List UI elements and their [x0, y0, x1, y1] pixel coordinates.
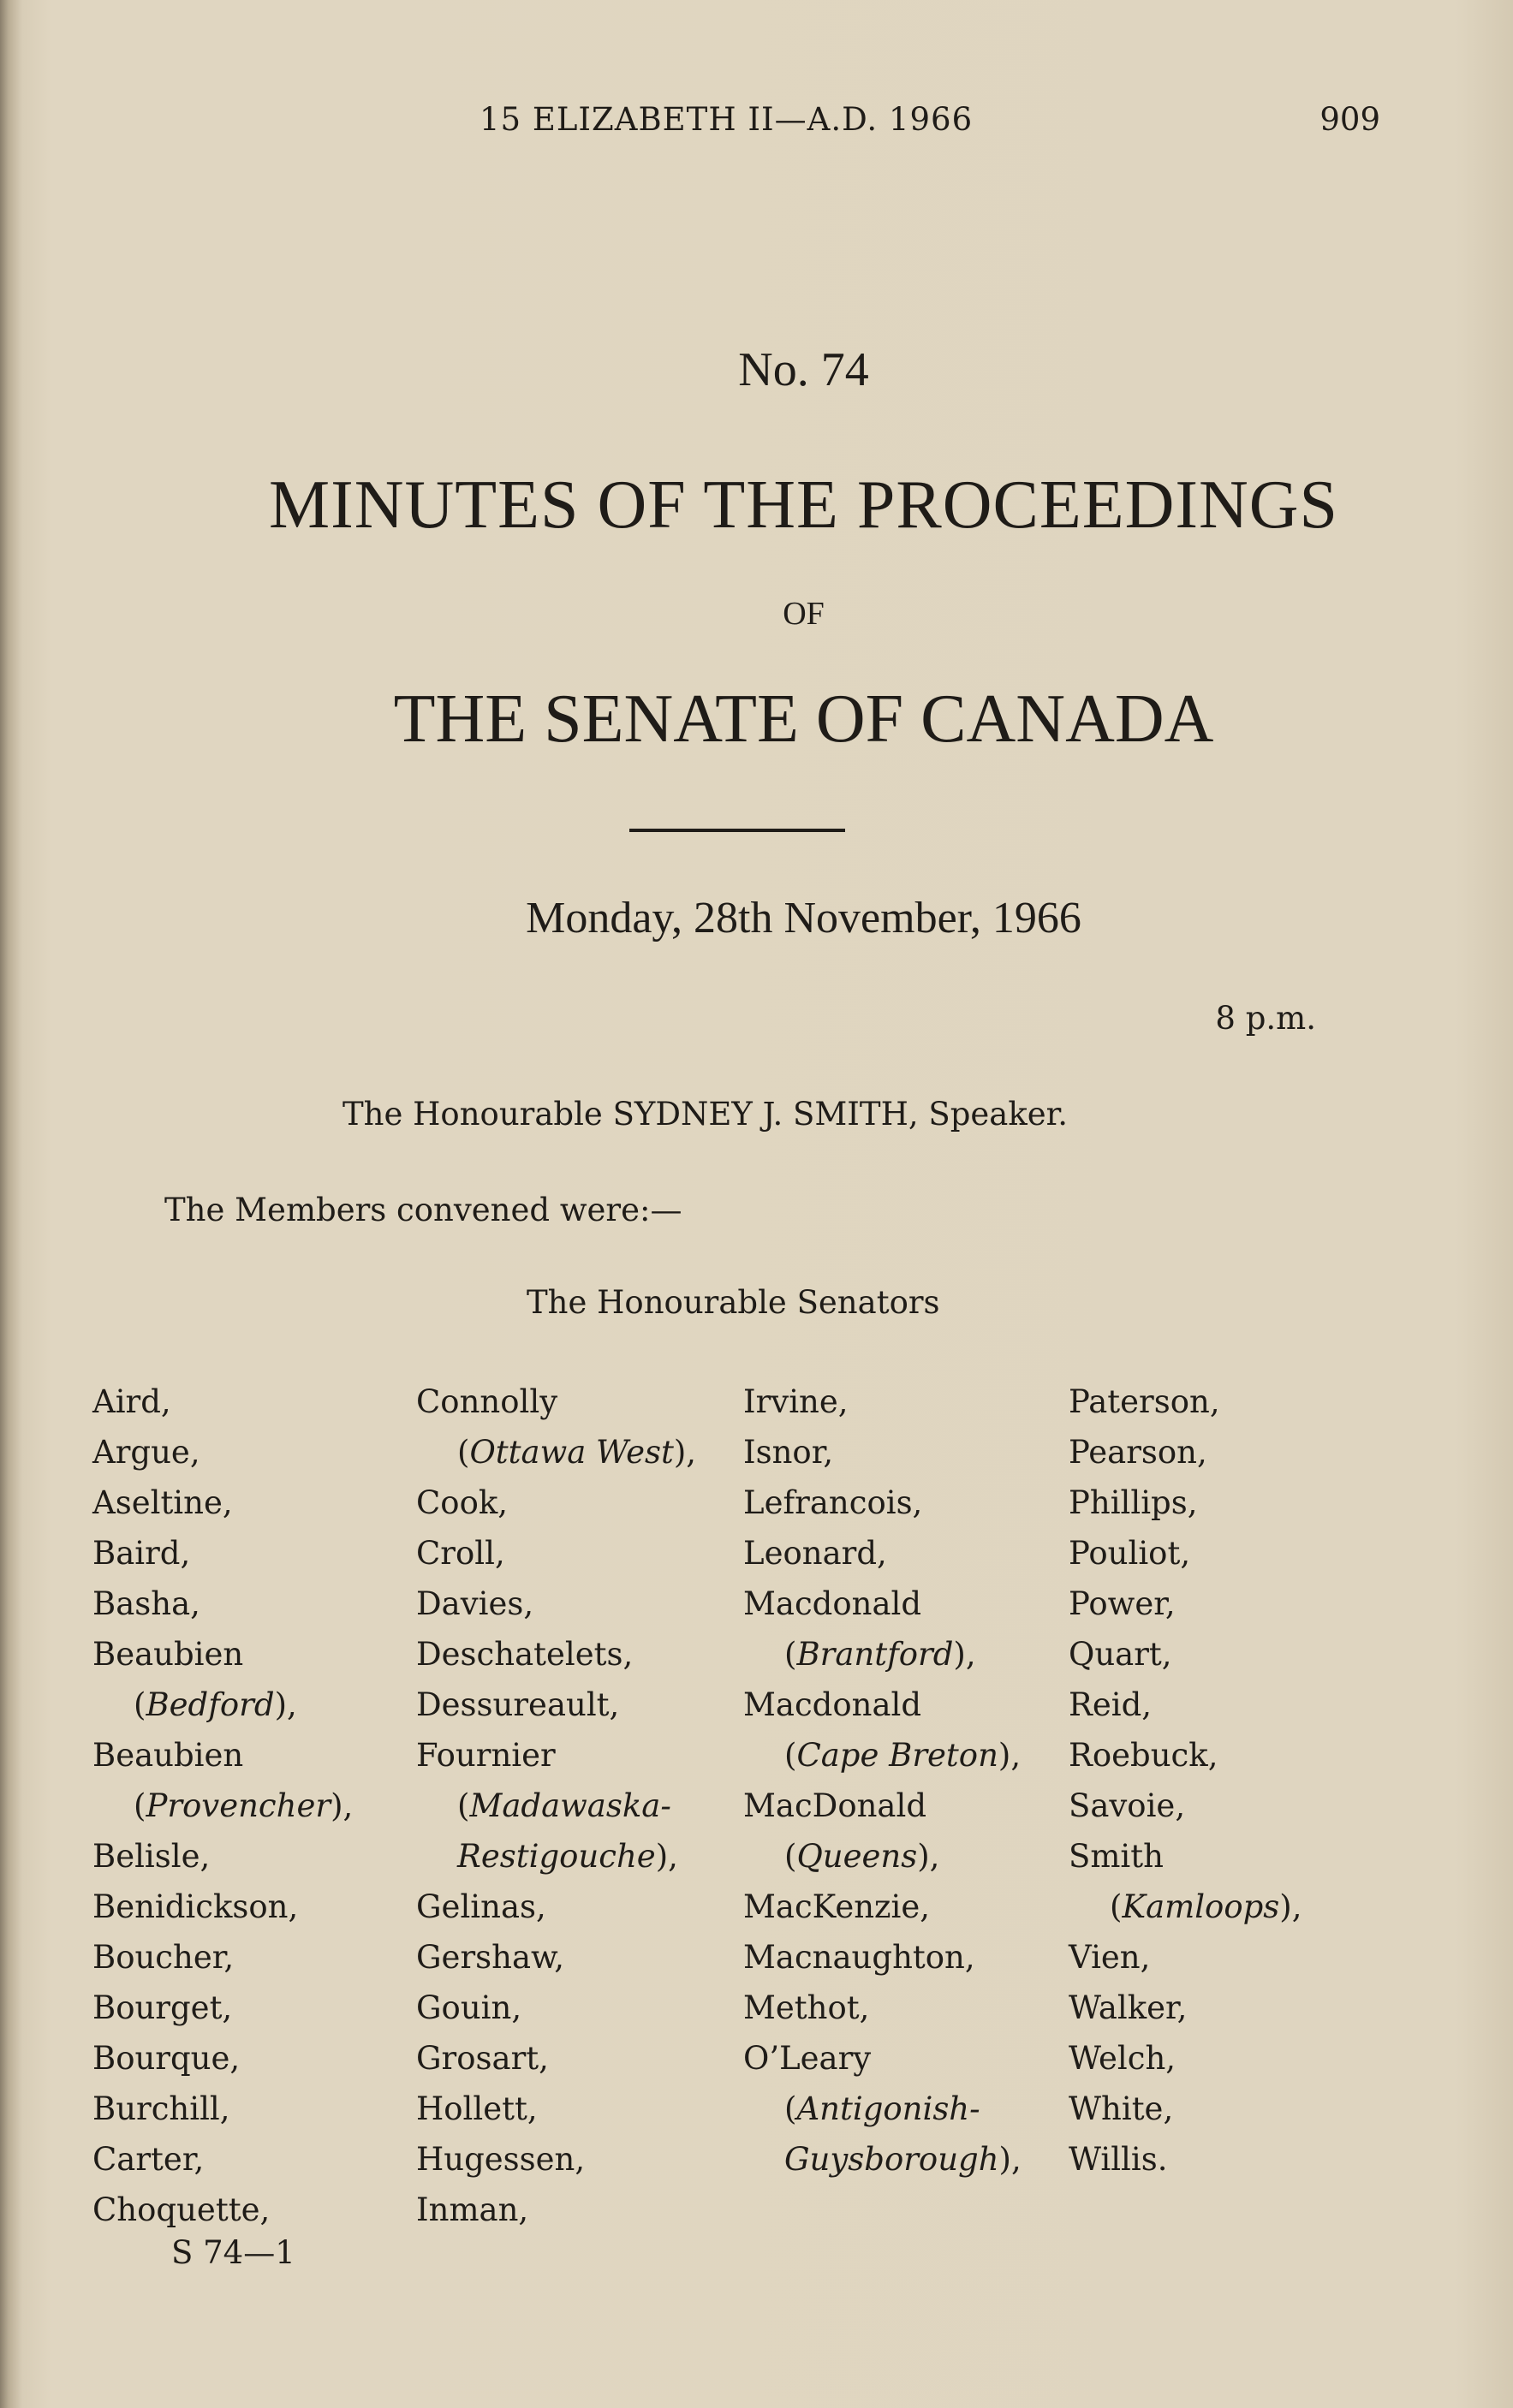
senator-name: Davies, — [416, 1585, 534, 1622]
signature-mark: S 74—1 — [171, 2234, 295, 2271]
senator-name: Grosart, — [416, 2040, 549, 2077]
session-time: 8 p.m. — [1215, 1000, 1316, 1037]
senator-name: Smith — [1069, 1838, 1164, 1875]
session-date: Monday, 28th November, 1966 — [526, 894, 1081, 942]
senator-column-3 — [743, 1376, 1022, 2185]
senator-name: White, — [1069, 2090, 1174, 2127]
senator-name: Fournier — [416, 1737, 556, 1774]
senator-name: (Kamloops), — [1110, 1888, 1302, 1925]
page-number: 909 — [1319, 101, 1380, 138]
senator-name: Power, — [1069, 1585, 1176, 1622]
senator-name: Benidickson, — [92, 1888, 299, 1925]
senator-name: Boucher, — [92, 1939, 235, 1976]
senator-name: Walker, — [1069, 1989, 1188, 2026]
senator-name: Pearson, — [1069, 1434, 1207, 1471]
title-connector: OF — [783, 596, 825, 632]
senator-name: Basha, — [92, 1585, 200, 1622]
senator-name: Cook, — [416, 1484, 509, 1521]
senator-column-2 — [416, 1376, 696, 2235]
senator-name: Lefrancois, — [743, 1484, 923, 1521]
senator-name: Macdonald — [743, 1686, 922, 1723]
senator-name: Macnaughton, — [743, 1939, 975, 1976]
senator-name: Bourque, — [92, 2040, 241, 2077]
senator-name: Pouliot, — [1069, 1535, 1191, 1572]
senator-name: Inman, — [416, 2191, 529, 2228]
senator-name: Carter, — [92, 2141, 205, 2178]
senator-name: Phillips, — [1069, 1484, 1198, 1521]
senator-name: Argue, — [92, 1434, 200, 1471]
senator-name: Guysborough), — [784, 2141, 1022, 2178]
senator-name: Croll, — [416, 1535, 505, 1572]
senator-name: Baird, — [92, 1535, 191, 1572]
senator-name: Isnor, — [743, 1434, 834, 1471]
senator-name: Macdonald — [743, 1585, 922, 1622]
senator-name: Burchill, — [92, 2090, 230, 2127]
senator-name: Restigouche), — [457, 1838, 678, 1875]
senator-name: Vien, — [1069, 1939, 1151, 1976]
senator-name: (Brantford), — [784, 1636, 976, 1673]
senator-name: (Provencher), — [134, 1787, 354, 1824]
senator-name: Bourget, — [92, 1989, 233, 2026]
senator-name: Leonard, — [743, 1535, 887, 1572]
senator-name: Aird, — [92, 1383, 171, 1420]
senator-name: MacKenzie, — [743, 1888, 931, 1925]
senator-name: Beaubien — [92, 1737, 244, 1774]
senator-name: Welch, — [1069, 2040, 1176, 2077]
senator-name: Methot, — [743, 1989, 870, 2026]
senator-name: Savoie, — [1069, 1787, 1186, 1824]
running-head: 15 ELIZABETH II—A.D. 1966 — [480, 101, 974, 138]
senator-name: Willis. — [1069, 2141, 1168, 2178]
document-title: MINUTES OF THE PROCEEDINGS — [268, 467, 1339, 543]
senator-name: Irvine, — [743, 1383, 849, 1420]
senator-name: Reid, — [1069, 1686, 1153, 1723]
issue-number: No. 74 — [738, 343, 869, 396]
senator-name: Connolly — [416, 1383, 558, 1420]
senator-name: Beaubien — [92, 1636, 244, 1673]
senator-column-1 — [92, 1376, 353, 2235]
senator-name: Choquette, — [92, 2191, 271, 2228]
senators-heading: The Honourable Senators — [527, 1284, 940, 1321]
senator-name: (Antigonish- — [784, 2090, 980, 2127]
senator-column-4 — [1069, 1376, 1302, 2185]
senator-name: Quart, — [1069, 1636, 1172, 1673]
senator-name: Hollett, — [416, 2090, 538, 2127]
senator-name: O’Leary — [743, 2040, 872, 2077]
speaker-line: The Honourable SYDNEY J. SMITH, Speaker. — [343, 1096, 1069, 1133]
senator-name: Belisle, — [92, 1838, 211, 1875]
senator-name: (Bedford), — [134, 1686, 297, 1723]
convened-line: The Members convened were:— — [164, 1192, 682, 1228]
senator-name: Aseltine, — [92, 1484, 233, 1521]
senator-name: (Cape Breton), — [784, 1737, 1022, 1774]
senator-name: Gershaw, — [416, 1939, 565, 1976]
document-subtitle: THE SENATE OF CANADA — [393, 681, 1214, 757]
senator-name: (Ottawa West), — [457, 1434, 697, 1471]
senator-name: Roebuck, — [1069, 1737, 1218, 1774]
senator-name: Deschatelets, — [416, 1636, 634, 1673]
senator-name: Dessureault, — [416, 1686, 620, 1723]
senator-name: (Madawaska- — [457, 1787, 671, 1824]
senator-name: Gelinas, — [416, 1888, 546, 1925]
senator-name: Gouin, — [416, 1989, 522, 2026]
title-rule — [629, 829, 845, 832]
senator-name: Hugessen, — [416, 2141, 586, 2178]
senator-name: (Queens), — [784, 1838, 940, 1875]
senator-name: MacDonald — [743, 1787, 927, 1824]
senator-name: Paterson, — [1069, 1383, 1220, 1420]
